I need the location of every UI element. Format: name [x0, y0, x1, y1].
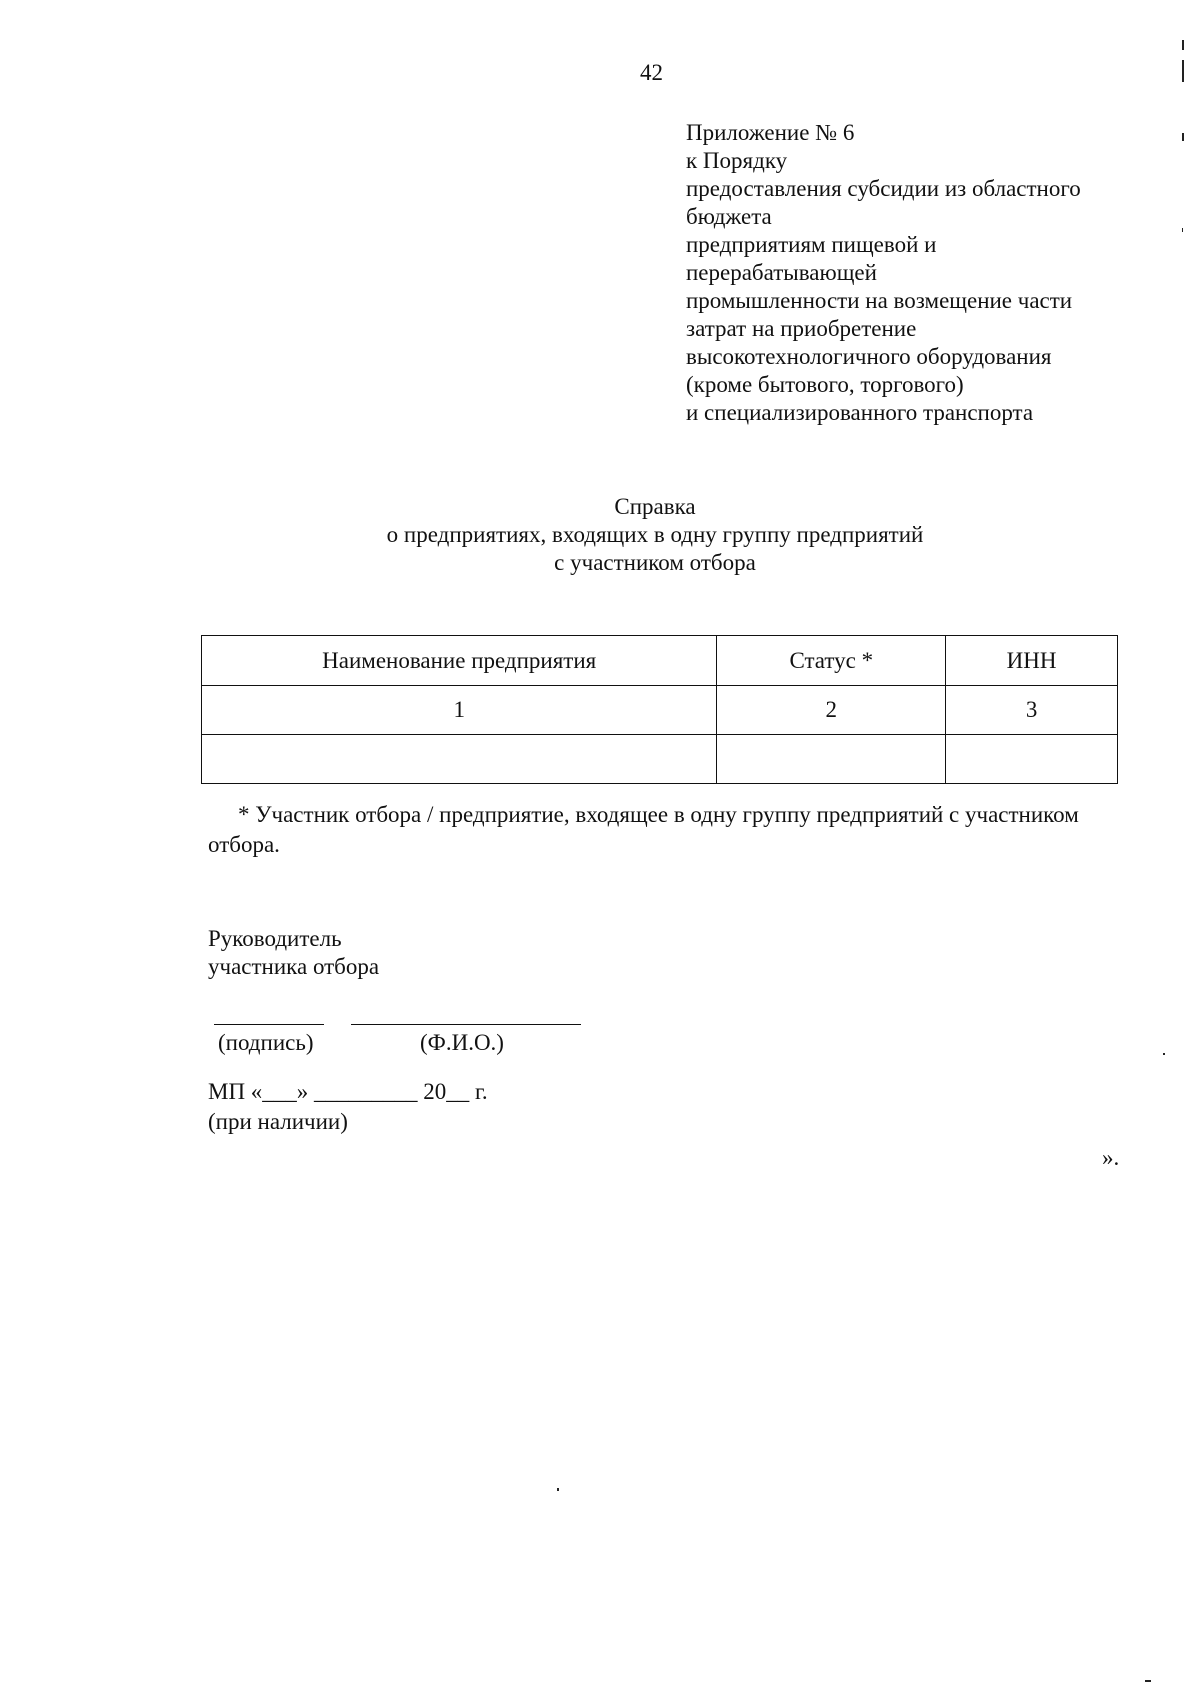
signature-label: (подпись)	[218, 1030, 314, 1055]
signer-role-line: участника отбора	[208, 954, 380, 979]
annex-line: Приложение № 6	[686, 120, 855, 145]
scan-artifact	[1182, 40, 1184, 50]
name-line	[351, 1024, 581, 1025]
column-header-status: Статус *	[717, 636, 946, 686]
scan-artifact	[1145, 1680, 1151, 1682]
closing-quote: ».	[1102, 1145, 1120, 1170]
annex-line: затрат на приобретение	[686, 316, 917, 341]
stamp-date-line: МП «___» _________ 20__ г.	[208, 1079, 488, 1104]
page-number: 42	[640, 60, 663, 85]
column-header-name: Наименование предприятия	[202, 636, 717, 686]
scan-artifact	[1182, 228, 1183, 232]
table-header-row	[202, 636, 1118, 686]
annex-reference	[686, 119, 1146, 427]
enterprises-table	[201, 635, 1118, 784]
document-heading	[0, 493, 1200, 577]
column-number: 3	[946, 686, 1118, 735]
annex-line: к Порядку	[686, 148, 788, 173]
document-subtitle: с участником отбора	[554, 550, 756, 575]
document-subtitle: о предприятиях, входящих в одну группу предприятий	[386, 522, 924, 547]
scan-artifact	[1182, 133, 1184, 141]
annex-line: перерабатывающей	[686, 260, 877, 285]
document-title: Справка	[614, 494, 696, 519]
stamp-note: (при наличии)	[208, 1109, 348, 1134]
signature-line	[214, 1024, 324, 1025]
table-cell-inn	[946, 735, 1118, 784]
column-header-inn: ИНН	[946, 636, 1118, 686]
name-label: (Ф.И.О.)	[420, 1030, 504, 1055]
signer-role-line: Руководитель	[208, 926, 342, 951]
column-number: 1	[202, 686, 717, 735]
table-row	[202, 735, 1118, 784]
scan-artifact	[557, 1488, 559, 1491]
annex-line: и специализированного транспорта	[686, 400, 1034, 425]
signer-role	[208, 925, 379, 981]
table-cell-status	[717, 735, 946, 784]
table-row-numbers	[202, 686, 1118, 735]
column-number: 2	[717, 686, 946, 735]
annex-line: (кроме бытового, торгового)	[686, 372, 964, 397]
annex-line: предоставления субсидии из областного	[686, 176, 1081, 201]
annex-line: высокотехнологичного оборудования	[686, 344, 1052, 369]
scan-artifact	[1163, 1053, 1165, 1055]
annex-line: предприятиям пищевой и	[686, 232, 937, 257]
table-cell-name	[202, 735, 717, 784]
annex-line: промышленности на возмещение части	[686, 288, 1073, 313]
scan-artifact	[1182, 60, 1184, 82]
footnote: * Участник отбора / предприятие, входящее в одну группу предприятий с участником отбора.	[208, 802, 1079, 857]
annex-line: бюджета	[686, 204, 772, 229]
